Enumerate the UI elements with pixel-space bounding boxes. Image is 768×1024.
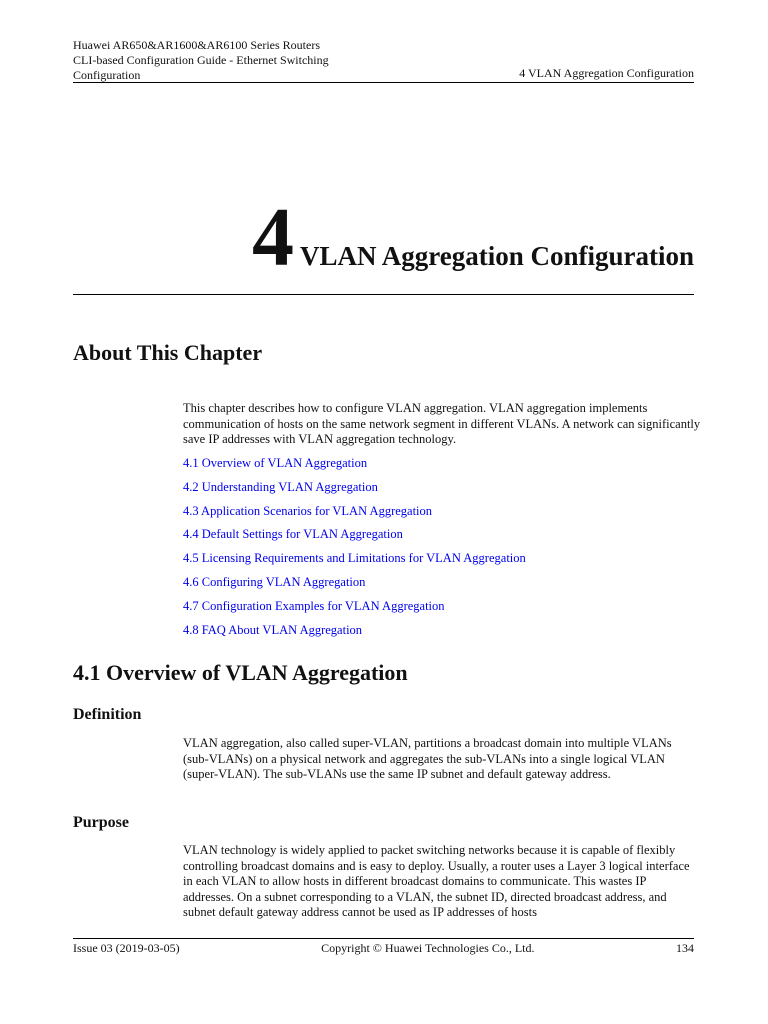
toc-link-4-1[interactable]: 4.1 Overview of VLAN Aggregation [183, 456, 368, 470]
chapter-number: 4 [251, 191, 294, 284]
purpose-heading: Purpose [73, 814, 129, 831]
toc-link-4-5[interactable]: 4.5 Licensing Requirements and Limitations for VLAN Aggregation [183, 551, 526, 566]
about-heading: About This Chapter [73, 340, 263, 365]
header-line-2: CLI-based Configuration Guide - Ethernet Switching [73, 53, 329, 67]
header-divider [73, 82, 694, 83]
section-4-1-heading: 4.1 Overview of VLAN Aggregation [73, 660, 408, 685]
about-intro: This chapter describes how to configure VLAN aggregation. VLAN aggregation implements communication of hosts on the same network segment in different VLANs. A network can significantly save IP addresses with VLAN aggregation technology. [183, 401, 701, 446]
header-line-1: Huawei AR650&AR1600&AR6100 Series Routers [73, 38, 320, 52]
footer-page-number: 134 [676, 941, 694, 955]
toc-link-4-3[interactable]: 4.3 Application Scenarios for VLAN Aggregation [183, 503, 433, 518]
toc-link-4-7[interactable]: 4.7 Configuration Examples for VLAN Aggregation [183, 598, 445, 613]
footer-copyright: Copyright © Huawei Technologies Co., Ltd. [321, 941, 535, 955]
footer-issue: Issue 03 (2019-03-05) [73, 941, 180, 955]
page-footer [73, 941, 694, 956]
chapter-toc [183, 455, 526, 645]
toc-link-4-6[interactable]: 4.6 Configuring VLAN Aggregation [183, 574, 366, 589]
purpose-text: VLAN technology is widely applied to packet switching networks because it is capable of flexibly controlling broadcast domains and is easy to deploy. Usually, a router uses a Layer 3 logical interface in each VLAN to allow hosts in different broadcast domains to communicate. This wastes IP addresses. On a subnet corresponding to a VLAN, the subnet ID, directed broadcast address, and subnet default gateway address cannot be used as IP addresses of hosts [183, 843, 690, 919]
chapter-heading [251, 191, 694, 284]
definition-text: VLAN aggregation, also called super-VLAN, partitions a broadcast domain into multiple VLANs (sub-VLANs) on a physical network and aggregates the sub-VLANs into a single logical VLAN (super-VLAN). The sub-VLANs use the same IP subnet and default gateway address. [183, 736, 672, 781]
header-chapter-name: 4 VLAN Aggregation Configuration [519, 66, 694, 80]
footer-divider [73, 938, 694, 939]
header-line-3: Configuration [73, 68, 141, 82]
toc-link-4-2[interactable]: 4.2 Understanding VLAN Aggregation [183, 479, 378, 494]
running-header [73, 38, 329, 83]
chapter-divider [73, 294, 694, 295]
toc-link-4-8[interactable]: 4.8 FAQ About VLAN Aggregation [183, 622, 363, 637]
chapter-title: VLAN Aggregation Configuration [299, 241, 694, 271]
toc-link-4-4[interactable]: 4.4 Default Settings for VLAN Aggregation [183, 527, 403, 542]
definition-heading: Definition [73, 706, 142, 723]
